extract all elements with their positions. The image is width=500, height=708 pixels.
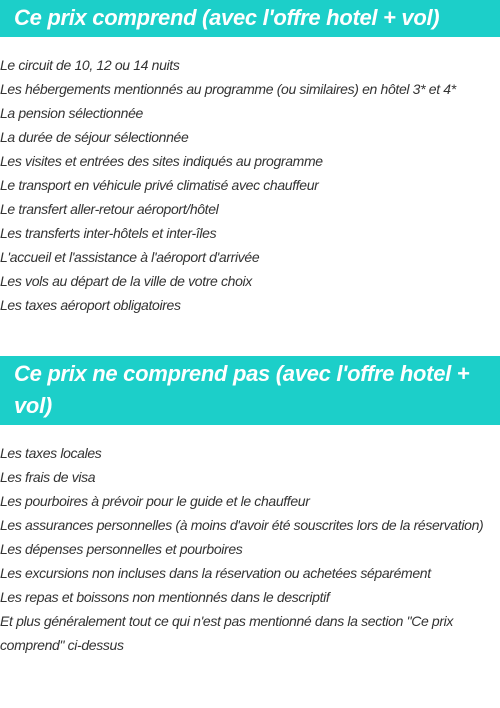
list-item: Les taxes locales xyxy=(0,445,102,461)
list-item: Le transport en véhicule privé climatisé avec chauffeur xyxy=(0,177,319,193)
list-item: Les excursions non incluses dans la réservation ou achetées séparément xyxy=(0,565,431,581)
list-item: Les assurances personnelles (à moins d'avoir été souscrites lors de la réservation) xyxy=(0,517,484,533)
excluded-section xyxy=(0,356,500,657)
list-item: Les visites et entrées des sites indiqués au programme xyxy=(0,153,323,169)
list-item: Les vols au départ de la ville de votre choix xyxy=(0,273,252,289)
list-item: L'accueil et l'assistance à l'aéroport d'arrivée xyxy=(0,249,260,265)
included-section xyxy=(0,0,500,317)
list-item: Les dépenses personnelles et pourboires xyxy=(0,541,243,557)
list-item: Les taxes aéroport obligatoires xyxy=(0,297,181,313)
included-list xyxy=(0,53,500,317)
list-item: La durée de séjour sélectionnée xyxy=(0,129,189,145)
list-item: Les frais de visa xyxy=(0,469,96,485)
list-item: Le circuit de 10, 12 ou 14 nuits xyxy=(0,57,180,73)
list-item: La pension sélectionnée xyxy=(0,105,143,121)
included-section-title: Ce prix comprend (avec l'offre hotel + vol) xyxy=(0,0,500,37)
list-item: Et plus généralement tout ce qui n'est pas mentionné dans la section "Ce prix comprend" ci-dessus xyxy=(0,613,454,653)
list-item: Les transferts inter-hôtels et inter-îles xyxy=(0,225,217,241)
list-item: Les hébergements mentionnés au programme (ou similaires) en hôtel 3* et 4* xyxy=(0,81,456,97)
excluded-list xyxy=(0,441,500,657)
list-item: Le transfert aller-retour aéroport/hôtel xyxy=(0,201,219,217)
list-item: Les pourboires à prévoir pour le guide et le chauffeur xyxy=(0,493,310,509)
list-item: Les repas et boissons non mentionnés dans le descriptif xyxy=(0,589,330,605)
excluded-section-title: Ce prix ne comprend pas (avec l'offre hotel + vol) xyxy=(0,356,500,425)
